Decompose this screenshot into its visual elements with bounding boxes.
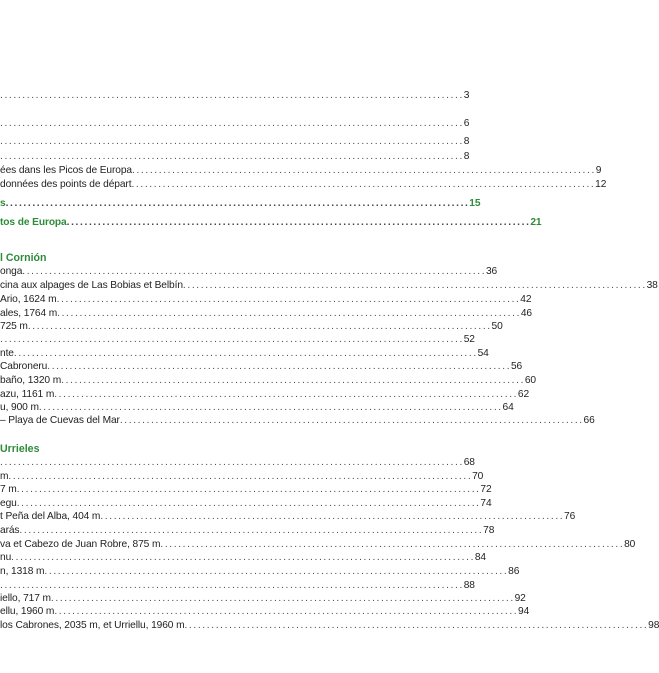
dot-leader	[54, 606, 516, 618]
toc-entry[interactable]	[0, 334, 475, 346]
section-heading: Urrieles	[0, 443, 40, 455]
dot-leader	[14, 348, 476, 360]
toc-entry[interactable]	[0, 457, 475, 469]
toc-entry-title: m	[0, 471, 9, 482]
dot-leader	[8, 471, 470, 483]
dot-leader	[17, 484, 479, 496]
toc-page-number: 78	[483, 525, 495, 536]
toc-page-number: 66	[583, 415, 595, 426]
dot-leader	[160, 539, 622, 551]
dot-leader	[57, 308, 519, 320]
toc-entry-title: u, 900 m	[0, 402, 39, 413]
toc-page-number: 62	[517, 389, 530, 400]
toc-page-number: 92	[514, 593, 526, 604]
dot-leader	[100, 511, 562, 523]
dot-leader	[132, 165, 594, 177]
toc-page-number: 38	[646, 280, 658, 291]
section-heading: l Cornión	[0, 252, 47, 264]
toc-page-number: 6	[463, 118, 470, 129]
toc-entry-title: n, 1318 m	[0, 566, 45, 577]
toc-entry[interactable]	[0, 606, 530, 618]
dot-leader	[67, 217, 529, 229]
toc-entry[interactable]	[0, 552, 486, 564]
toc-page-number: 36	[485, 266, 498, 277]
toc-page-number: 64	[502, 402, 514, 413]
toc-entry-title: nte	[0, 348, 14, 359]
toc-entry[interactable]	[0, 566, 520, 578]
toc-page-number: 3	[463, 90, 470, 101]
toc-entry[interactable]	[0, 118, 470, 130]
dot-leader	[61, 375, 523, 387]
toc-entry[interactable]	[0, 165, 602, 177]
toc-page-number: 60	[524, 375, 536, 386]
toc-page-number: 8	[463, 151, 470, 162]
toc-entry[interactable]	[0, 280, 658, 292]
toc-page-number: 15	[469, 198, 481, 209]
toc-entry[interactable]	[0, 402, 514, 414]
dot-leader	[57, 294, 519, 306]
dot-leader	[0, 136, 462, 148]
toc-entry[interactable]	[0, 471, 484, 483]
toc-entry-title: arás	[0, 525, 20, 536]
toc-page-number: 84	[474, 552, 486, 563]
toc-page-number: 80	[624, 539, 636, 550]
toc-entry[interactable]	[0, 198, 481, 210]
toc-page-number: 56	[510, 361, 523, 372]
toc-page-number: 8	[463, 136, 470, 147]
dot-leader	[120, 415, 582, 427]
toc-entry[interactable]	[0, 151, 470, 163]
toc-entry-title: ales, 1764 m	[0, 308, 58, 319]
toc-entry-title: onga	[0, 266, 23, 277]
toc-entry[interactable]	[0, 294, 532, 306]
toc-entry-title: tos de Europa	[0, 217, 67, 228]
toc-entry-title: 725 m	[0, 321, 28, 332]
toc-entry[interactable]	[0, 389, 530, 401]
toc-entry[interactable]	[0, 179, 607, 191]
toc-entry-title: Cabroneru	[0, 361, 48, 372]
toc-entry[interactable]	[0, 348, 489, 360]
toc-entry-title: iello, 717 m	[0, 593, 51, 604]
toc-page-number: 50	[491, 321, 503, 332]
toc-entry[interactable]	[0, 136, 470, 148]
toc-entry-title: ellu, 1960 m	[0, 606, 55, 617]
toc-entry[interactable]	[0, 308, 532, 320]
toc-entry-title: 7 m	[0, 484, 17, 495]
toc-entry-title: baño, 1320 m	[0, 375, 62, 386]
toc-entry-title: s	[0, 198, 6, 209]
toc-page-number: 94	[518, 606, 530, 617]
dot-leader	[28, 321, 490, 333]
dot-leader	[11, 552, 473, 564]
toc-entry-title: egu	[0, 498, 17, 509]
toc-page-number: 54	[477, 348, 489, 359]
dot-leader	[0, 151, 462, 163]
dot-leader	[0, 580, 462, 592]
toc-entry-title: cina aux alpages de Las Bobias et Belbín	[0, 280, 183, 291]
dot-leader	[0, 118, 462, 130]
toc-page-number: 98	[648, 620, 659, 631]
dot-leader	[0, 334, 462, 346]
dot-leader	[17, 498, 479, 510]
toc-entry[interactable]	[0, 498, 492, 510]
toc-page-number: 68	[463, 457, 475, 468]
dot-leader	[183, 280, 645, 292]
toc-entry-title: t Peña del Alba, 404 m	[0, 511, 101, 522]
dot-leader	[0, 90, 462, 102]
toc-entry-title: – Playa de Cuevas del Mar	[0, 415, 120, 426]
dot-leader	[47, 361, 509, 373]
toc-entry[interactable]	[0, 217, 542, 229]
dot-leader	[44, 566, 506, 578]
toc-page-number: 46	[520, 308, 532, 319]
dot-leader	[131, 179, 593, 191]
toc-entry[interactable]	[0, 511, 576, 523]
toc-entry[interactable]	[0, 525, 495, 537]
toc-entry-title: données des points de départ	[0, 179, 132, 190]
toc-entry[interactable]	[0, 415, 595, 427]
toc-page-number: 52	[463, 334, 475, 345]
toc-entry-title: los Cabrones, 2035 m, et Urriellu, 1960 m	[0, 620, 185, 631]
toc-entry-title: ées dans les Picos de Europa	[0, 165, 132, 176]
toc-entry[interactable]	[0, 361, 523, 373]
toc-page-number: 42	[520, 294, 532, 305]
toc-entry-title: va et Cabezo de Juan Robre, 875 m	[0, 539, 161, 550]
dot-leader	[184, 620, 646, 632]
toc-entry[interactable]	[0, 266, 498, 278]
toc-entry[interactable]	[0, 90, 470, 102]
dot-leader	[51, 593, 513, 605]
toc-entry[interactable]	[0, 580, 475, 592]
toc-entry[interactable]	[0, 321, 503, 333]
toc-entry[interactable]	[0, 620, 659, 632]
toc-page-number: 21	[530, 217, 542, 228]
toc-entry[interactable]	[0, 484, 492, 496]
toc-entry[interactable]	[0, 539, 636, 551]
toc-page-number: 76	[564, 511, 576, 522]
toc-page-number: 12	[595, 179, 607, 190]
toc-entry[interactable]	[0, 375, 536, 387]
toc-page-number: 86	[508, 566, 520, 577]
toc-page-number: 70	[472, 471, 484, 482]
toc-page-number: 72	[480, 484, 492, 495]
toc-entry-title: Ario, 1624 m	[0, 294, 57, 305]
toc-page-number: 74	[480, 498, 492, 509]
toc-page-number: 88	[463, 580, 475, 591]
dot-leader	[19, 525, 481, 537]
toc-page-number: 9	[595, 165, 602, 176]
toc-entry-title: nu	[0, 552, 12, 563]
dot-leader	[54, 389, 516, 401]
toc-entry-title: azu, 1161 m	[0, 389, 55, 400]
dot-leader	[6, 198, 468, 210]
dot-leader	[22, 266, 484, 278]
dot-leader	[0, 457, 462, 469]
dot-leader	[39, 402, 501, 414]
toc-entry[interactable]	[0, 593, 526, 605]
